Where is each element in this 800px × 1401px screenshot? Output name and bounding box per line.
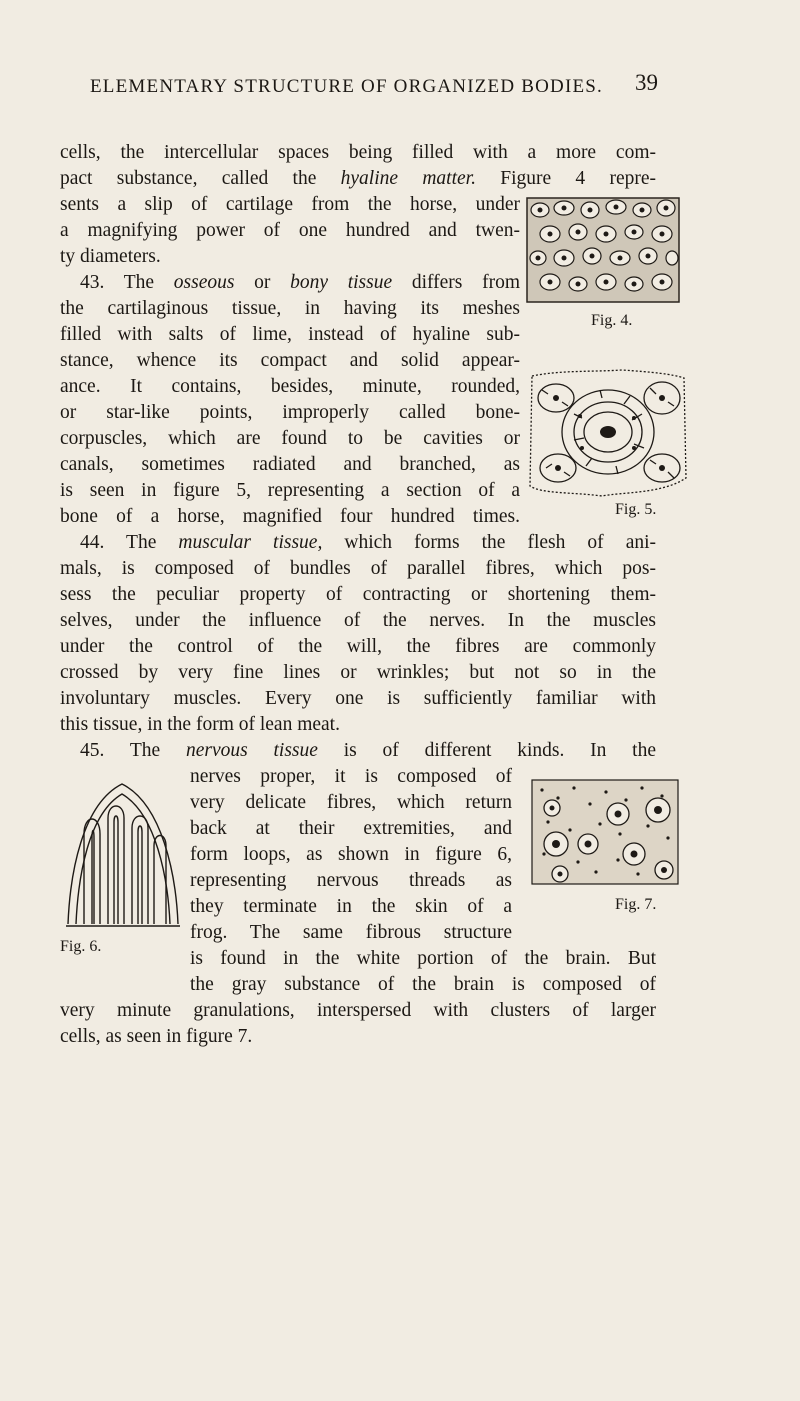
text-line: filled with salts of lime, instead of hyaline sub- — [60, 324, 520, 345]
text-line: sents a slip of cartilage from the horse, under — [60, 194, 520, 215]
text-line: very delicate fibres, which return — [190, 792, 512, 813]
figure-4-cartilage-illustration — [526, 196, 682, 306]
text-line: 44. The muscular tissue, which forms the flesh of ani- — [80, 532, 657, 553]
text-line: or star-like points, improperly called bone- — [60, 402, 520, 423]
text-line: the gray substance of the brain is composed of — [190, 974, 656, 995]
text-line: ty diameters. — [60, 246, 161, 267]
text-line: sess the peculiar property of contracting or shortening them- — [60, 584, 656, 605]
term-hyaline-matter: hyaline matter. — [340, 168, 476, 189]
term-bony-tissue: bony tissue — [290, 272, 393, 293]
text-line: the cartilaginous tissue, in having its meshes — [60, 298, 520, 319]
text-line: involuntary muscles. Every one is sufficiently familiar with — [60, 688, 656, 709]
text-line: pact substance, called the hyaline matter. Figure 4 repre- — [60, 168, 657, 189]
text-line: corpuscles, which are found to be cavities or — [60, 428, 520, 449]
text-line: selves, under the influence of the nerves. In the muscles — [60, 610, 656, 631]
text-line: mals, is composed of bundles of parallel fibres, which pos- — [60, 558, 656, 579]
text-line: representing nervous threads as — [190, 870, 512, 891]
text-line: is seen in figure 5, representing a section of a — [60, 480, 520, 501]
figure-5-bone-section-illustration — [522, 368, 690, 498]
text-line: 43. The osseous or bony tissue differs from — [80, 272, 521, 293]
figure-4-caption: Fig. 4. — [591, 312, 633, 329]
text-line: ance. It contains, besides, minute, rounded, — [60, 376, 520, 397]
running-header: ELEMENTARY STRUCTURE OF ORGANIZED BODIES. — [90, 76, 604, 97]
text-line: is found in the white portion of the brain. But — [190, 948, 656, 969]
text-line: 45. The nervous tissue is of different kinds. In the — [80, 740, 657, 761]
text-line: a magnifying power of one hundred and twen- — [60, 220, 520, 241]
term-nervous-tissue: nervous tissue — [185, 740, 318, 761]
text-line: very minute granulations, interspersed with clusters of larger — [60, 1000, 656, 1021]
figure-6-nerve-loops-illustration — [62, 774, 184, 934]
term-osseous: osseous — [173, 272, 235, 293]
text-line: nerves proper, it is composed of — [190, 766, 512, 787]
figure-7-brain-cells-illustration — [530, 778, 680, 888]
term-muscular-tissue: muscular tissue, — [178, 532, 323, 553]
text-line: crossed by very fine lines or wrinkles; but not so in the — [60, 662, 656, 683]
figure-5-caption: Fig. 5. — [615, 501, 657, 518]
figure-6-caption: Fig. 6. — [60, 938, 102, 955]
text-line: frog. The same fibrous structure — [190, 922, 512, 943]
text-line: form loops, as shown in figure 6, — [190, 844, 512, 865]
text-line: this tissue, in the form of lean meat. — [60, 714, 340, 735]
text-line: back at their extremities, and — [190, 818, 512, 839]
figure-7-caption: Fig. 7. — [615, 896, 657, 913]
text-line: under the control of the will, the fibres are commonly — [60, 636, 656, 657]
text-line: they terminate in the skin of a — [190, 896, 512, 917]
text-line: stance, whence its compact and solid appear- — [60, 350, 520, 371]
text-line: bone of a horse, magnified four hundred times. — [60, 506, 520, 527]
text-line: cells, as seen in figure 7. — [60, 1026, 253, 1047]
text-line: cells, the intercellular spaces being filled with a more com- — [60, 142, 656, 163]
text-line: canals, sometimes radiated and branched, as — [60, 454, 520, 475]
page-number: 39 — [635, 70, 658, 95]
